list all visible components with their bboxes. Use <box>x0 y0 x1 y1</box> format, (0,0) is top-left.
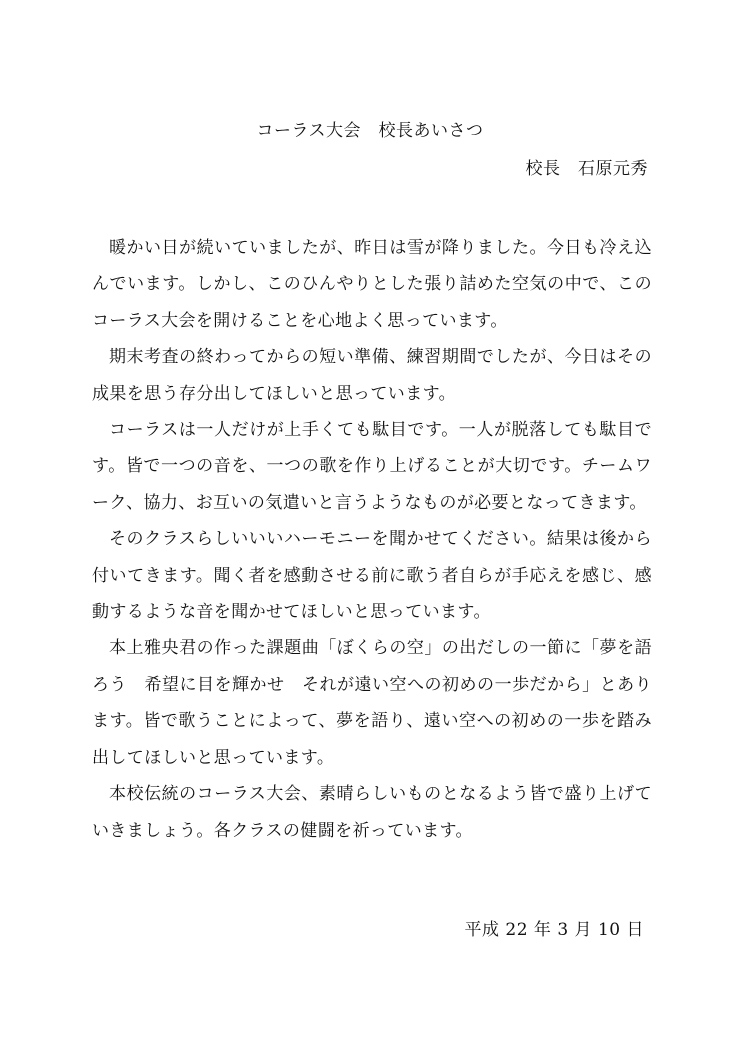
paragraph-6: 本校伝統のコーラス大会、素晴らしいものとなるよう皆で盛り上げていきましょう。各クラスの健闘を祈っています。 <box>92 784 652 841</box>
paragraph-4: そのクラスらしいいいハーモニーを聞かせてください。結果は後から付いてきます。聞く者を感動させる前に歌う者自らが手応えを感じ、感動するような音を聞かせてほしいと思っています。 <box>92 529 652 623</box>
document-date: 平成 22 年 3 月 10 日 <box>464 920 644 940</box>
document-title: コーラス大会 校長あいさつ <box>256 121 484 141</box>
document-body <box>92 230 652 849</box>
paragraph-1: 暖かい日が続いていましたが、昨日は雪が降りました。今日も冷え込んでいます。しかし、このひんやりとした張り詰めた空気の中で、このコーラス大会を開けることを心地よく思っています。 <box>92 238 652 331</box>
paragraph-5: 本上雅央君の作った課題曲「ぼくらの空」の出だしの一節に「夢を語ろう 希望に目を輝かせ それが遠い空への初めの一歩だから」とあります。皆で歌うことによって、夢を語り、遠い空への初めの一歩を踏み出してほしいと思っています。 <box>92 638 652 768</box>
paragraph-2: 期末考査の終わってからの短い準備、練習期間でしたが、今日はその成果を思う存分出してほしいと思っています。 <box>92 347 652 404</box>
paragraph-3: コーラスは一人だけが上手くても駄目です。一人が脱落しても駄目です。皆で一つの音を、一つの歌を作り上げることが大切です。チームワーク、協力、お互いの気遣いと言うようなものが必要となってきます。 <box>92 420 652 513</box>
author-line: 校長 石原元秀 <box>525 159 648 179</box>
